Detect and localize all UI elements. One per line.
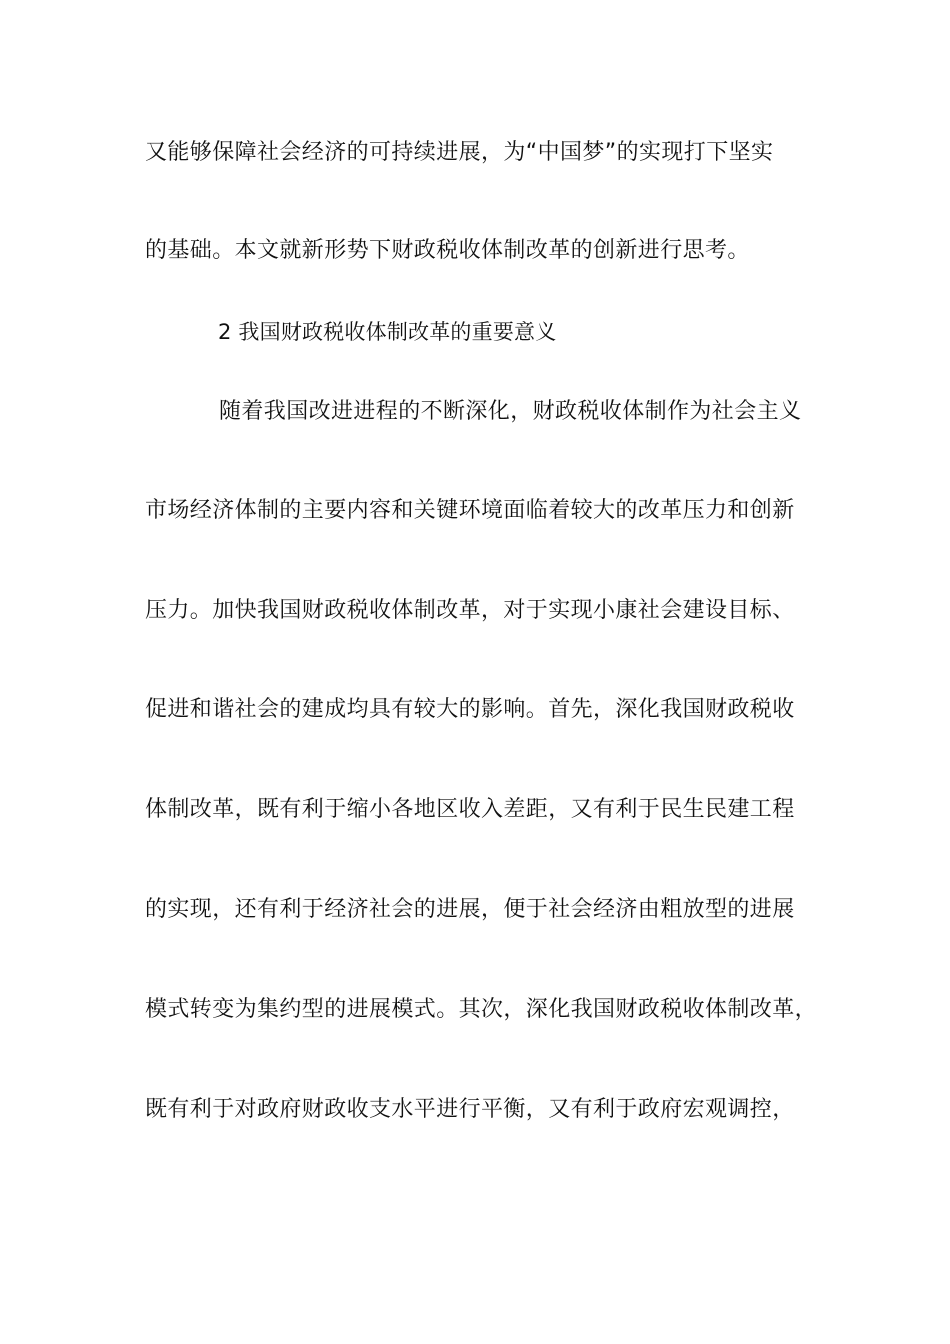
section-heading: 2 我国财政税收体制改革的重要意义	[218, 320, 557, 344]
paragraph-line-1: 随着我国改进进程的不断深化，财政税收体制作为社会主义	[219, 399, 802, 424]
paragraph-line-3: 压力。加快我国财政税收体制改革，对于实现小康社会建设目标、	[145, 598, 795, 623]
paragraph-line-2: 市场经济体制的主要内容和关键环境面临着较大的改革压力和创新	[145, 498, 795, 523]
paragraph-line-8: 既有利于对政府财政收支水平进行平衡，又有利于政府宏观调控，	[145, 1097, 795, 1122]
text-line-2: 的基础。本文就新形势下财政税收体制改革的创新进行思考。	[145, 238, 750, 263]
paragraph-line-6: 的实现，还有利于经济社会的进展，便于社会经济由粗放型的进展	[145, 897, 795, 922]
paragraph-line-7: 模式转变为集约型的进展模式。其次，深化我国财政税收体制改革，	[145, 997, 818, 1022]
text-line-1: 又能够保障社会经济的可持续进展，为“中国梦”的实现打下坚实	[145, 140, 774, 165]
paragraph-line-4: 促进和谐社会的建成均具有较大的影响。首先，深化我国财政税收	[145, 697, 795, 722]
paragraph-line-5: 体制改革，既有利于缩小各地区收入差距，又有利于民生民建工程	[145, 797, 795, 822]
